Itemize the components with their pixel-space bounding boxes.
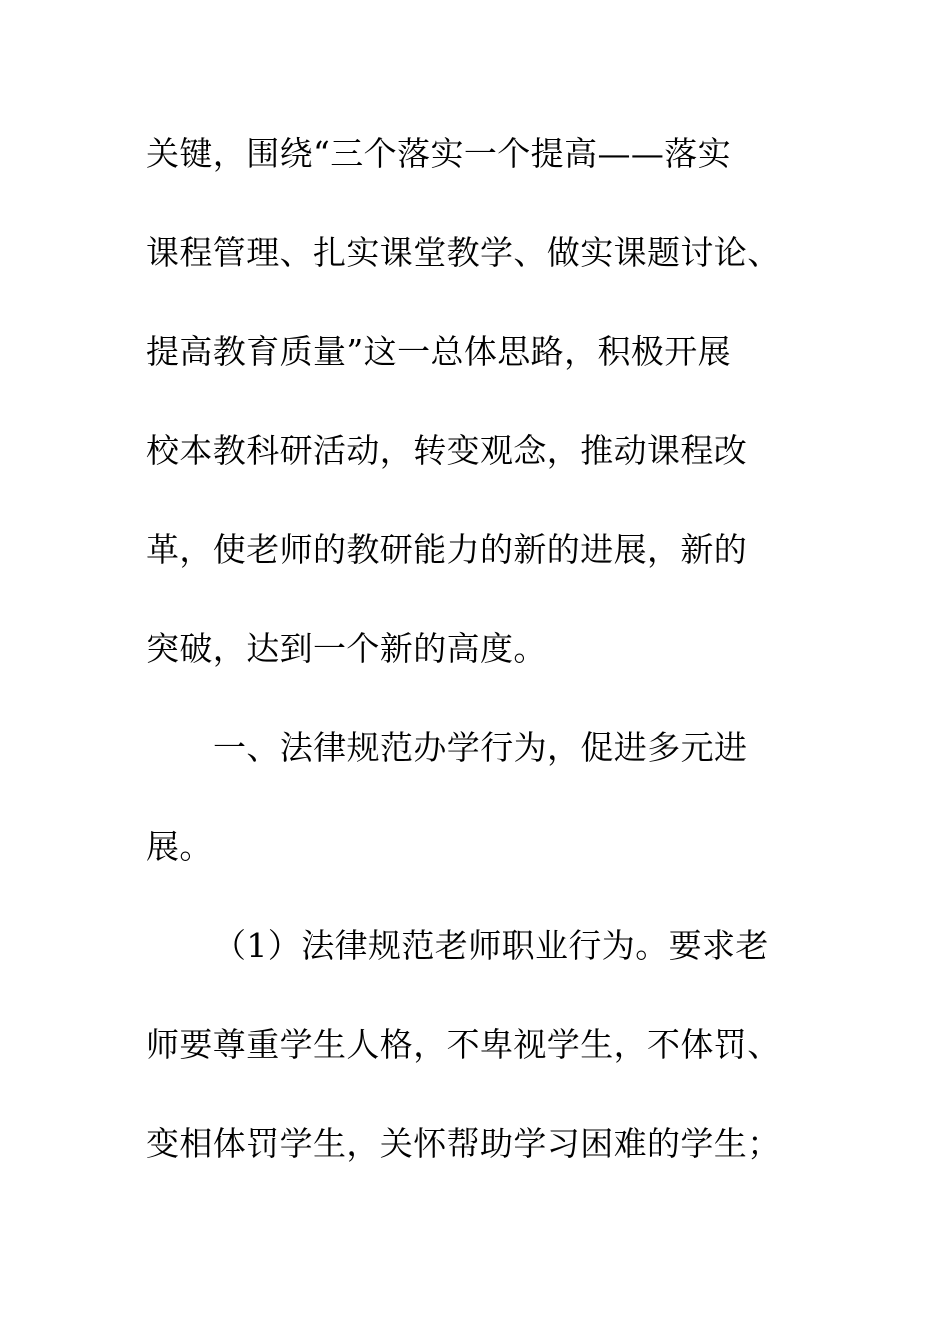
text-line: 突破，达到一个新的高度。 — [146, 629, 547, 668]
subsection-line: （1）法律规范老师职业行为。要求老 — [213, 926, 769, 965]
text-line: 校本教科研活动，转变观念，推动课程改 — [146, 431, 748, 470]
text-line: 提高教育质量”这一总体思路，积极开展 — [146, 332, 732, 371]
text-line: 革，使老师的教研能力的新的进展，新的 — [146, 530, 748, 569]
text-line: 师要尊重学生人格，不卑视学生，不体罚、 — [146, 1025, 781, 1064]
text-line: 课程管理、扎实课堂教学、做实课题讨论、 — [146, 233, 781, 272]
text-line: 变相体罚学生，关怀帮助学习困难的学生； — [146, 1124, 781, 1163]
section-heading: 一、法律规范办学行为，促进多元进 — [213, 728, 748, 767]
text-line: 关键，围绕“三个落实一个提高——落实 — [146, 134, 732, 173]
text-line: 展。 — [146, 827, 213, 866]
